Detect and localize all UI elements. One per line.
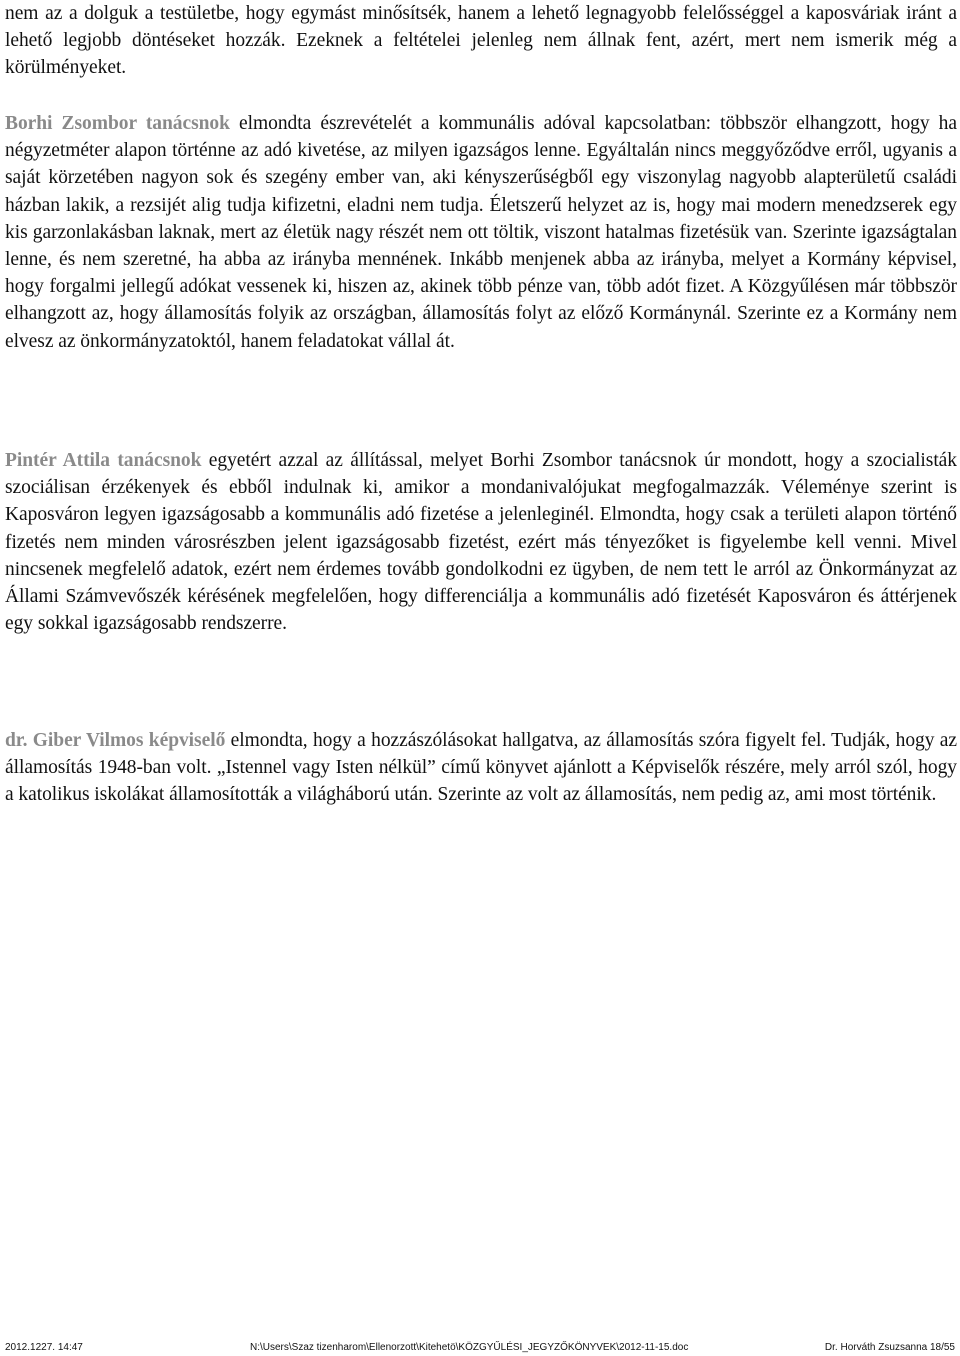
footer-author-page: Dr. Horváth Zsuzsanna 18/55 bbox=[824, 1342, 955, 1353]
speaker-name: dr. Giber Vilmos képviselő bbox=[5, 730, 226, 751]
paragraph-text: egyetért azzal az állítással, melyet Borhi Zsombor tanácsnok úr mondott, hogy a szocialisták szociálisan érzékenyek és ebből indulnak ki, amikor a mondanivalójukat megfogalmazzák. Véleménye szerint is Kaposváron legyen igazságosabb a kommunális adó fizetése a jelenleginél. Elmondta, hogy csak a területi alapon történő fizetés nem minden városrészben jelent igazságosabb fizetést, ezért más tényezőket is figyelembe kell venni. Mivel nincsenek megfelelő adatok, ezért nem érdemes tovább gondolkodni ez ügyben, de nem tett le arról az Önkormányzat az Állami Számvevőszék kérésének megfelelően, hogy differenciálja a kommunális adó fizetését Kaposváron és áttérjenek egy sokkal igazságosabb rendszerre. bbox=[5, 450, 957, 635]
paragraph-text: nem az a dolguk a testületbe, hogy egymást minősítsék, hanem a lehető legnagyobb felelősséggel a kaposváriak iránt a lehető legjobb döntéseket hozzák. Ezeknek a feltételei jelenleg nem állnak fent, azért, mert nem ismerik még a körülményeket. bbox=[5, 3, 957, 79]
page-footer bbox=[5, 1342, 955, 1354]
paragraph-continuation bbox=[5, 0, 957, 82]
footer-file-path: N:\Users\Szaz tizenharom\Ellenorzott\Kitehetö\KÖZGYŰLÉSI_JEGYZŐKÖNYVEK\2012-11-15.doc bbox=[250, 1342, 689, 1353]
paragraph-borhi bbox=[5, 110, 957, 355]
paragraph-text: elmondta, hogy a hozzászólásokat hallgatva, az államosítás szóra figyelt fel. Tudják, hogy az államosítás 1948-ban volt. „Istennel vagy Isten nélkül” című könyvet ajánlott a Képviselők részére, mely arról szól, hogy a katolikus iskolákat államosították a világháború után. Szerinte az volt az államosítás, nem pedig az, ami most történik. bbox=[5, 730, 957, 806]
paragraph-giber bbox=[5, 727, 957, 809]
footer-date: 2012.1227. 14:47 bbox=[5, 1342, 83, 1353]
paragraph-pinter bbox=[5, 447, 957, 637]
paragraph-text: elmondta észrevételét a kommunális adóval kapcsolatban: többször elhangzott, hogy ha négyzetméter alapon történne az adó kivetése, az milyen igazságos lenne. Egyáltalán nincs meggyőződve erről, ugyanis a saját körzetében nagyon sok és szegény ember van, aki kényszerűségből egy viszonylag nagyobb alapterületű családi házban lakik, a rezsijét alig tudja kifizetni, eladni nem tudja. Életszerű helyzet az is, hogy mai modern menedzserek egy kis garzonlakásban laknak, mert az életük nagy részét nem ott töltik, viszont hatalmas fizetésük van. Szerinte igazságtalan lenne, és nem szeretné, ha abba az irányba mennének. Inkább menjenek abba az irányba, melyet a Kormány képvisel, hogy forgalmi jellegű adókat vessenek ki, hiszen az, akinek több pénze van, több adót fizet. A Közgyűlésen már többször elhangzott az, hogy államosítás folyik az országban, államosítás folyt az előző Kormánynál. Szerinte ez a Kormány nem elvesz az önkormányzatoktól, hanem feladatokat vállal át. bbox=[5, 113, 957, 352]
speaker-name: Borhi Zsombor tanácsnok bbox=[5, 113, 230, 134]
speaker-name: Pintér Attila tanácsnok bbox=[5, 450, 202, 471]
